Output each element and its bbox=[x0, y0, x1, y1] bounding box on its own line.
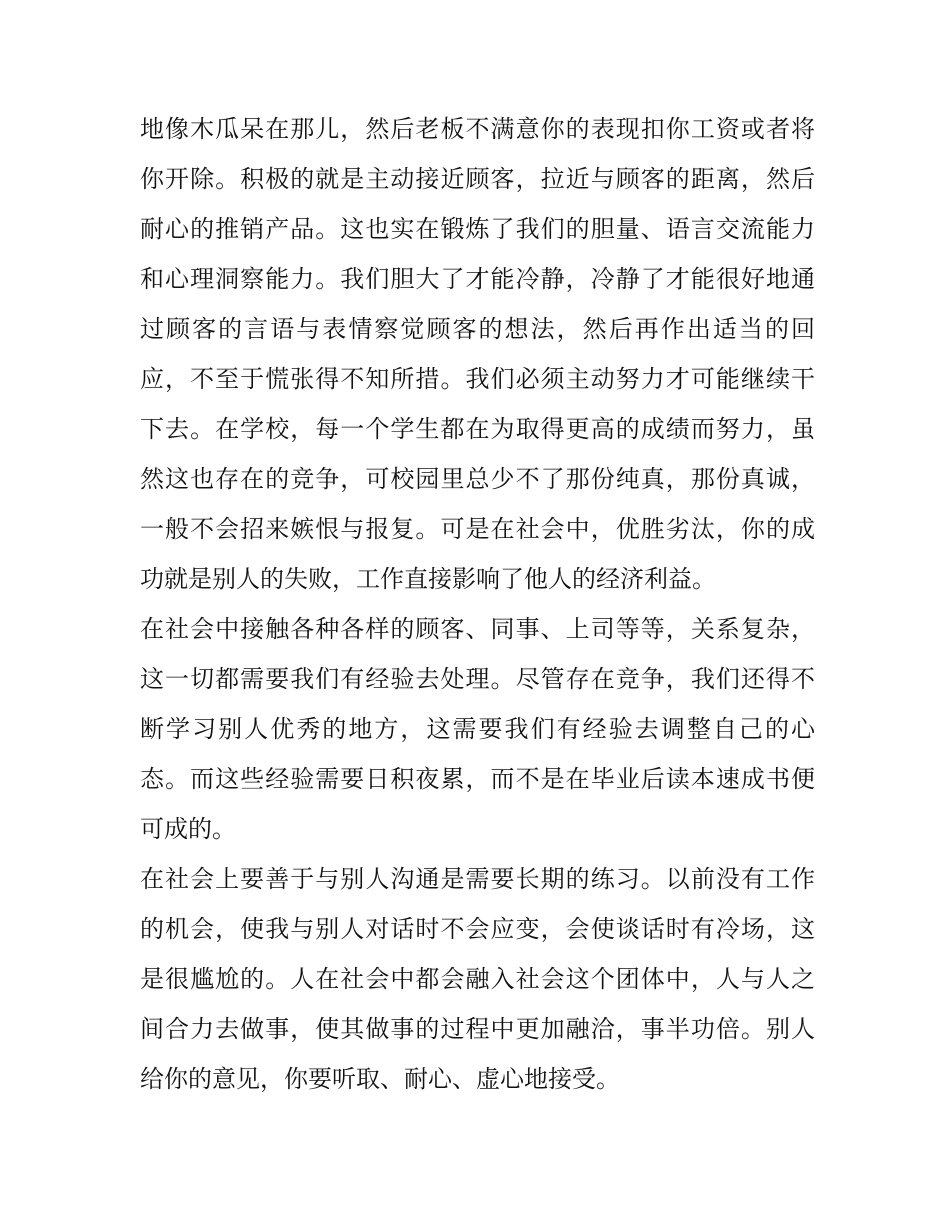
text-line: 断学习别人优秀的地方，这需要我们有经验去调整自己的心 bbox=[140, 715, 815, 743]
text-line: 间合力去做事，使其做事的过程中更加融洽，事半功倍。别人 bbox=[140, 1015, 815, 1043]
text-line: 过顾客的言语与表情察觉顾客的想法，然后再作出适当的回 bbox=[140, 315, 815, 343]
text-line: 一般不会招来嫉恨与报复。可是在社会中，优胜劣汰，你的成 bbox=[140, 515, 815, 543]
text-line: 态。而这些经验需要日积夜累，而不是在毕业后读本速成书便 bbox=[140, 765, 815, 793]
text-line: 在社会中接触各种各样的顾客、同事、上司等等，关系复杂， bbox=[140, 615, 815, 643]
text-line: 给你的意见，你要听取、耐心、虚心地接受。 bbox=[140, 1065, 620, 1093]
text-line: 是很尴尬的。人在社会中都会融入社会这个团体中，人与人之 bbox=[140, 965, 815, 993]
text-line: 然这也存在的竞争，可校园里总少不了那份纯真，那份真诚， bbox=[140, 465, 815, 493]
text-line: 这一切都需要我们有经验去处理。尽管存在竞争，我们还得不 bbox=[140, 665, 815, 693]
text-line: 下去。在学校，每一个学生都在为取得更高的成绩而努力，虽 bbox=[140, 415, 815, 443]
text-line: 在社会上要善于与别人沟通是需要长期的练习。以前没有工作 bbox=[140, 865, 815, 893]
text-line: 你开除。积极的就是主动接近顾客，拉近与顾客的距离，然后 bbox=[140, 165, 815, 193]
text-line: 应，不至于慌张得不知所措。我们必须主动努力才可能继续干 bbox=[140, 365, 815, 393]
text-line: 地像木瓜呆在那儿，然后老板不满意你的表现扣你工资或者将 bbox=[140, 115, 815, 143]
text-line: 耐心的推销产品。这也实在锻炼了我们的胆量、语言交流能力 bbox=[140, 215, 815, 243]
body-text bbox=[140, 104, 815, 1104]
text-line: 功就是别人的失败，工作直接影响了他人的经济利益。 bbox=[140, 565, 716, 593]
text-line: 的机会，使我与别人对话时不会应变，会使谈话时有冷场，这 bbox=[140, 915, 815, 943]
text-line: 可成的。 bbox=[140, 815, 236, 843]
text-line: 和心理洞察能力。我们胆大了才能冷静，冷静了才能很好地通 bbox=[140, 265, 815, 293]
